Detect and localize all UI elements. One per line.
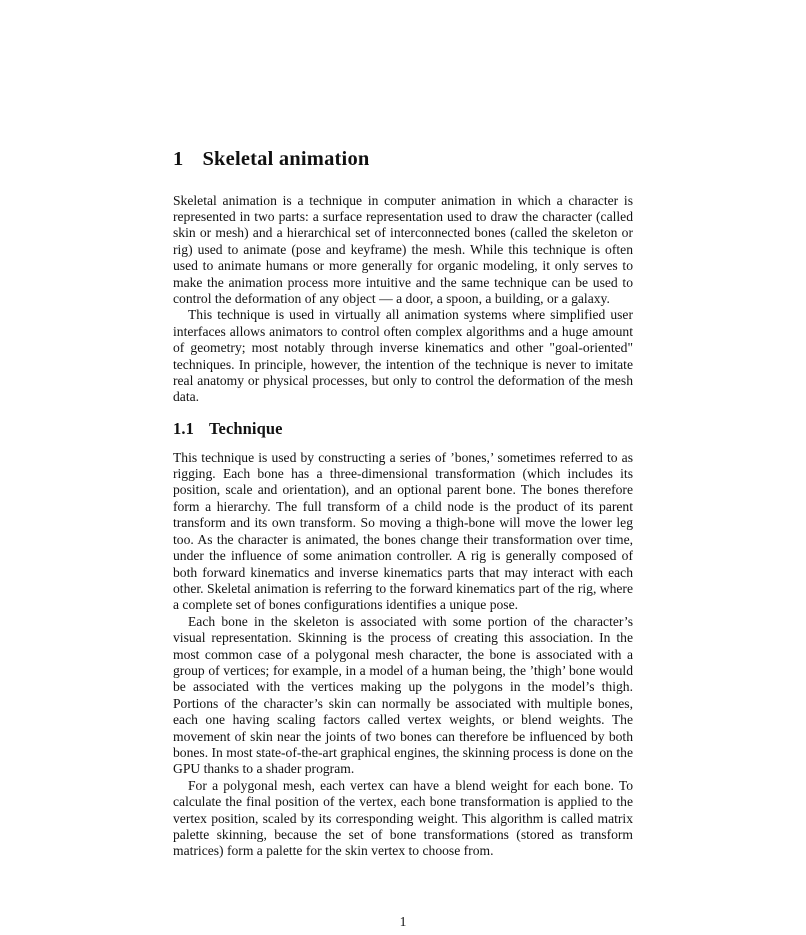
subsection-heading [173, 419, 633, 439]
section-number: 1 [173, 148, 184, 170]
paragraph-technique-2: Each bone in the skeleton is associated with some portion of the character’s visual representation. Skinning is the process of creating this association. In the most common case of a polygonal mesh character, the bone is associated with a group of vertices; for example, in a model of a human being, the ’thigh’ bone would be associated with the vertices making up the polygons in the model’s thigh. Portions of the character’s skin can normally be associated with multiple bones, each one having scaling factors called vertex weights, or blend weights. The movement of skin near the joints of two bones can therefore be influenced by both bones. In most state-of-the-art graphical engines, the skinning process is done on the GPU thanks to a shader program. [173, 613, 633, 777]
subsection-number: 1.1 [173, 418, 194, 438]
paragraph-technique-3: For a polygonal mesh, each vertex can have a blend weight for each bone. To calculate the final position of the vertex, each bone transformation is applied to the vertex position, scaled by its corresponding weight. This algorithm is called matrix palette skinning, because the set of bone transformations (stored as transform matrices) form a palette for the skin vertex to choose from. [173, 777, 633, 859]
section-heading [173, 147, 633, 172]
paragraph-intro-2: This technique is used in virtually all animation systems where simplified user interfaces allows animators to control often complex algorithms and a huge amount of geometry; most notably through inverse kinematics and other "goal-oriented" techniques. In principle, however, the intention of the technique is never to imitate real anatomy or physical processes, but only to control the deformation of the mesh data. [173, 307, 633, 405]
subsection-title: Technique [208, 418, 283, 438]
page-number: 1 [399, 914, 407, 929]
section-title: Skeletal animation [202, 148, 370, 170]
paragraph-intro-1: Skeletal animation is a technique in computer animation in which a character is represented in two parts: a surface representation used to draw the character (called skin or mesh) and a hierarchical set of interconnected bones (called the skeleton or rig) used to animate (pose and keyframe) the mesh. While this technique is often used to animate humans or more generally for organic modeling, it only serves to make the animation process more intuitive and the same technique can be used to control the deformation of any object — a door, a spoon, a building, or a galaxy. [173, 192, 633, 307]
paragraph-technique-1: This technique is used by constructing a series of ’bones,’ sometimes referred to as rigging. Each bone has a three-dimensional transformation (which includes its position, scale and orientation), and an optional parent bone. The bones therefore form a hierarchy. The full transform of a child node is the product of its parent transform and its own transform. So moving a thigh-bone will move the lower leg too. As the character is animated, the bones change their transformation over time, under the influence of some animation controller. A rig is generally composed of both forward kinematics and inverse kinematics parts that may interact with each other. Skeletal animation is referring to the forward kinematics part of the rig, where a complete set of bones configurations identifies a unique pose. [173, 449, 633, 613]
text-block [173, 147, 633, 860]
